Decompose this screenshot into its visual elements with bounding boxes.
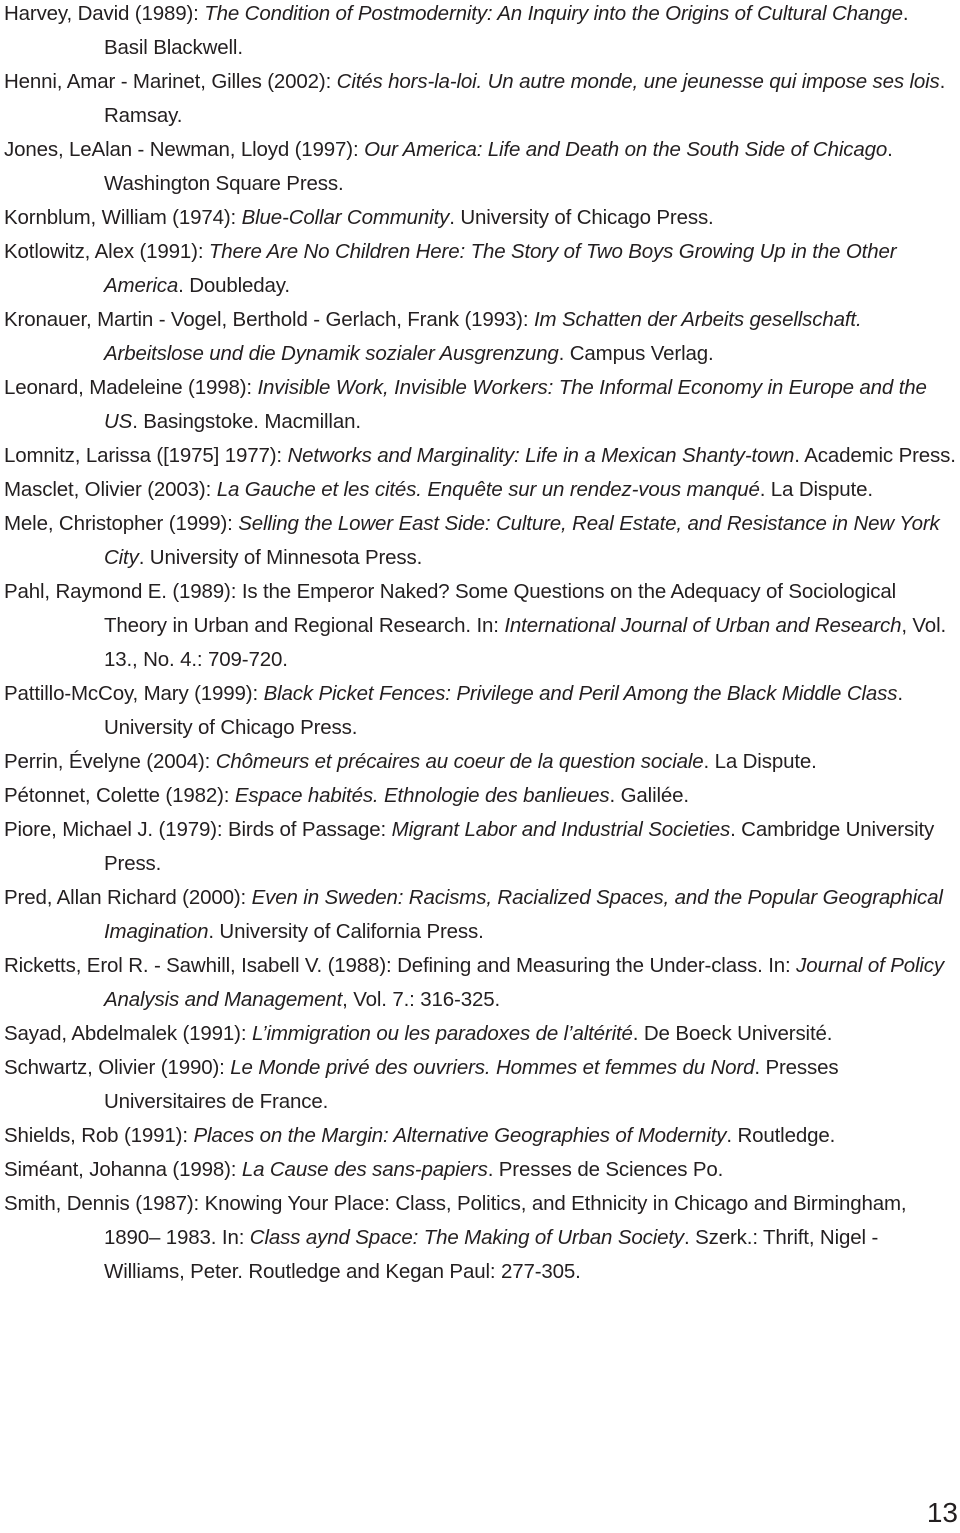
reference-text: Kotlowitz, Alex (1991): xyxy=(4,240,209,263)
reference-entry xyxy=(4,201,956,235)
reference-entry xyxy=(4,1119,956,1153)
reference-entry xyxy=(4,439,956,473)
reference-text: . Ramsay. xyxy=(104,70,946,127)
reference-title: La Cause des sans-papiers xyxy=(241,1158,488,1181)
reference-title: Blue-Collar Community xyxy=(241,206,450,229)
reference-title: Migrant Labor and Industrial Societies xyxy=(391,818,731,841)
reference-entry xyxy=(4,0,956,65)
reference-title: Our America: Life and Death on the South Side of Chicago xyxy=(364,138,888,161)
reference-text: Perrin, Évelyne (2004): xyxy=(4,750,216,773)
reference-text: Kornblum, William (1974): xyxy=(4,206,242,229)
reference-title: Even in Sweden: Racisms, Racialized Spaces, and the Popular Geographical Imagination xyxy=(104,886,943,943)
reference-entry xyxy=(4,1187,956,1289)
reference-text: Piore, Michael J. (1979): Birds of Passage: xyxy=(4,818,392,841)
reference-text: Shields, Rob (1991): xyxy=(4,1124,194,1147)
reference-entry xyxy=(4,473,956,507)
reference-text: Jones, LeAlan - Newman, Lloyd (1997): xyxy=(4,138,365,161)
reference-text: . Galilée. xyxy=(609,784,689,807)
reference-entry xyxy=(4,235,956,303)
reference-entry xyxy=(4,133,956,201)
reference-entry xyxy=(4,779,956,813)
reference-title: Cités hors-la-loi. Un autre monde, une jeunesse qui impose ses lois xyxy=(336,70,940,93)
reference-text: Pred, Allan Richard (2000): xyxy=(4,886,252,909)
reference-title: There Are No Children Here: The Story of Two Boys Growing Up in the Other America xyxy=(104,240,897,297)
reference-text: Sayad, Abdelmalek (1991): xyxy=(4,1022,252,1045)
reference-text: . La Dispute. xyxy=(759,478,873,501)
reference-entry xyxy=(4,813,956,881)
reference-entry xyxy=(4,371,956,439)
reference-text: . Basil Blackwell. xyxy=(104,2,909,59)
reference-text: Henni, Amar - Marinet, Gilles (2002): xyxy=(4,70,337,93)
reference-title: The Condition of Postmodernity: An Inquiry into the Origins of Cultural Change xyxy=(204,2,903,25)
reference-entry xyxy=(4,507,956,575)
reference-text: Lomnitz, Larissa ([1975] 1977): xyxy=(4,444,288,467)
reference-text: . Academic Press. xyxy=(794,444,956,467)
reference-title: International Journal of Urban and Research xyxy=(504,614,902,637)
reference-text: . La Dispute. xyxy=(703,750,817,773)
reference-title: Chômeurs et précaires au coeur de la question sociale xyxy=(215,750,704,773)
reference-title: Class aynd Space: The Making of Urban Society xyxy=(249,1226,685,1249)
reference-text: , Vol. 13., No. 4.: 709-720. xyxy=(104,614,947,671)
page-number: 13 xyxy=(926,1497,958,1528)
reference-entry xyxy=(4,1017,956,1051)
reference-entry xyxy=(4,881,956,949)
reference-text: . Campus Verlag. xyxy=(558,342,714,365)
reference-text: . Presses de Sciences Po. xyxy=(487,1158,724,1181)
reference-entry xyxy=(4,1051,956,1119)
reference-text: . Szerk.: Thrift, Nigel - Williams, Peter. Routledge and Kegan Paul: 277-305. xyxy=(104,1226,879,1283)
reference-title: Networks and Marginality: Life in a Mexican Shanty-town xyxy=(287,444,795,467)
reference-text: , Vol. 7.: 316-325. xyxy=(342,988,500,1011)
reference-text: Masclet, Olivier (2003): xyxy=(4,478,217,501)
reference-text: Schwartz, Olivier (1990): xyxy=(4,1056,231,1079)
reference-title: Im Schatten der Arbeits gesellschaft. Arbeitslose und die Dynamik sozialer Ausgrenzung xyxy=(104,308,862,365)
reference-text: Kronauer, Martin - Vogel, Berthold - Gerlach, Frank (1993): xyxy=(4,308,534,331)
reference-entry xyxy=(4,1153,956,1187)
reference-text: . University of Chicago Press. xyxy=(104,682,903,739)
reference-title: Black Picket Fences: Privilege and Peril Among the Black Middle Class xyxy=(263,682,898,705)
reference-title: Journal of Policy Analysis and Management xyxy=(104,954,944,1011)
reference-entry xyxy=(4,65,956,133)
reference-entry xyxy=(4,303,956,371)
reference-list xyxy=(4,0,956,1289)
reference-text: Pattillo-McCoy, Mary (1999): xyxy=(4,682,264,705)
reference-text: . Presses Universitaires de France. xyxy=(104,1056,839,1113)
reference-title: Selling the Lower East Side: Culture, Real Estate, and Resistance in New York City xyxy=(104,512,940,569)
reference-text: Ricketts, Erol R. - Sawhill, Isabell V. (1988): Defining and Measuring the Under-class. In: xyxy=(4,954,797,977)
reference-text: . De Boeck Université. xyxy=(632,1022,833,1045)
reference-text: . University of Chicago Press. xyxy=(449,206,714,229)
reference-text: . University of Minnesota Press. xyxy=(138,546,423,569)
reference-title: Espace habités. Ethnologie des banlieues xyxy=(234,784,610,807)
reference-text: . Washington Square Press. xyxy=(104,138,893,195)
reference-text: Leonard, Madeleine (1998): xyxy=(4,376,258,399)
reference-text: . Routledge. xyxy=(726,1124,836,1147)
reference-entry xyxy=(4,949,956,1017)
reference-text: Pétonnet, Colette (1982): xyxy=(4,784,235,807)
reference-title: La Gauche et les cités. Enquête sur un rendez-vous manqué xyxy=(216,478,760,501)
reference-text: Mele, Christopher (1999): xyxy=(4,512,239,535)
reference-text: Smith, Dennis (1987): Knowing Your Place: Class, Politics, and Ethnicity in Chicago and Birmingham, 1890– 1983. In: xyxy=(4,1192,907,1249)
reference-entry xyxy=(4,575,956,677)
reference-text: Pahl, Raymond E. (1989): Is the Emperor Naked? Some Questions on the Adequacy of Sociological Theory in Urban and Regional Research. In: xyxy=(4,580,896,637)
reference-entry xyxy=(4,677,956,745)
reference-title: Le Monde privé des ouvriers. Hommes et femmes du Nord xyxy=(230,1056,755,1079)
reference-text: . Doubleday. xyxy=(178,274,290,297)
reference-text: . University of California Press. xyxy=(208,920,484,943)
reference-title: L’immigration ou les paradoxes de l’altérité xyxy=(251,1022,633,1045)
reference-title: Invisible Work, Invisible Workers: The Informal Economy in Europe and the US xyxy=(104,376,927,433)
reference-text: . Cambridge University Press. xyxy=(104,818,935,875)
reference-text: Siméant, Johanna (1998): xyxy=(4,1158,242,1181)
reference-text: Harvey, David (1989): xyxy=(4,2,205,25)
reference-text: . Basingstoke. Macmillan. xyxy=(132,410,361,433)
reference-entry xyxy=(4,745,956,779)
reference-title: Places on the Margin: Alternative Geographies of Modernity xyxy=(193,1124,727,1147)
